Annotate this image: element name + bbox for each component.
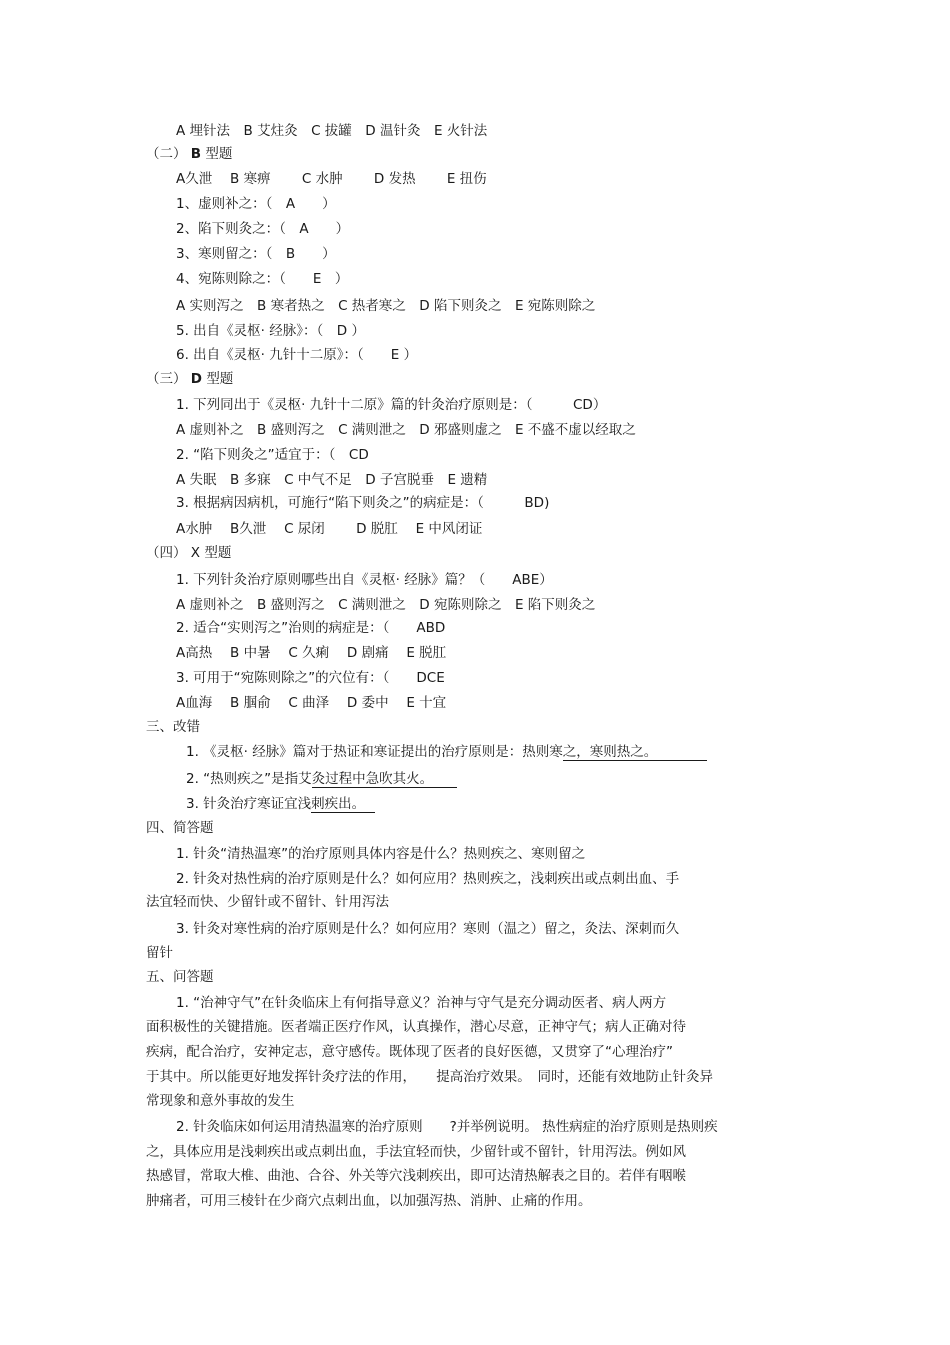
paragraph-line: 疾病，配合治疗，安神定志，意守感传。既体现了医者的良好医德，又贯穿了“心理治疗” xyxy=(146,1044,673,1060)
correction-text: 2. “热则疾之”是指艾 xyxy=(186,771,312,787)
answer-line: 法宜轻而快、少留针或不留针、针用泻法 xyxy=(146,894,389,910)
question-line: 2. “陷下则灸之”适宜于：（ CD xyxy=(176,447,369,463)
question-line: 1. 下列同出于《灵枢· 九针十二原》篇的针灸治疗原则是：（ CD） xyxy=(176,397,607,413)
option-line: A久泄 B 寒痹 C 水肿 D 发热 E 扭伤 xyxy=(176,171,487,187)
question-line: 2. 适合“实则泻之”治则的病症是：（ ABD xyxy=(176,620,446,636)
option-line: A 虚则补之 B 盛则泻之 C 满则泄之 D 宛陈则除之 E 陷下则灸之 xyxy=(176,597,596,613)
correction-line xyxy=(186,770,457,788)
paragraph-line: 常现象和意外事故的发生 xyxy=(146,1093,295,1109)
paragraph-line: 肿痛者，可用三棱针在少商穴点刺出血，以加强泻热、消肿、止痛的作用。 xyxy=(146,1193,592,1209)
correction-answer: 灸过程中急吹其火。 xyxy=(312,771,458,788)
paragraph-line: 热感冒，常取大椎、曲池、合谷、外关等穴浅刺疾出，即可达清热解表之目的。若伴有咽喉 xyxy=(146,1168,686,1184)
option-line: A血海 B 腘俞 C 曲泽 D 委中 E 十宜 xyxy=(176,695,447,711)
section-label: 型题 xyxy=(205,146,233,162)
answer-line: 2. 针灸对热性病的治疗原则是什么？如何应用？热则疾之，浅刺疾出或点刺出血、手 xyxy=(176,871,680,887)
option-line: A 虚则补之 B 盛则泻之 C 满则泄之 D 邪盛则虚之 E 不盛不虚以经取之 xyxy=(176,422,636,438)
section-heading: 五、问答题 xyxy=(146,969,214,985)
section-number: （三） xyxy=(146,371,187,387)
question-line: 3、寒则留之：（ B ） xyxy=(176,246,336,262)
section-heading xyxy=(146,370,233,388)
section-number: （二） xyxy=(146,146,187,162)
question-line: 4、宛陈则除之：（ E ） xyxy=(176,271,349,287)
answer-line: 1. 针灸“清热温寒”的治疗原则具体内容是什么？热则疾之、寒则留之 xyxy=(176,846,586,862)
paragraph-line: 1. “治神守气”在针灸临床上有何指导意义？治神与守气是充分调动医者、病人两方 xyxy=(176,995,667,1011)
option-line: A高热 B 中暑 C 久痢 D 剧痛 E 脱肛 xyxy=(176,645,447,661)
answer-line: 3. 针灸对寒性病的治疗原则是什么？如何应用？寒则（温之）留之，灸法、深刺而久 xyxy=(176,921,680,937)
correction-text: 1. 《灵枢· 经脉》篇对于热证和寒证提出的治疗原则是：热则寒 xyxy=(186,744,563,760)
section-type: D xyxy=(190,371,203,387)
option-line: A水肿 B久泄 C 尿闭 D 脱肛 E 中风闭证 xyxy=(176,521,483,537)
option-line: A 埋针法 B 艾炷灸 C 拔罐 D 温针灸 E 火针法 xyxy=(176,123,488,139)
section-type: B xyxy=(190,146,202,162)
correction-answer: 之，寒则热之。 xyxy=(563,744,708,761)
paragraph-line: 之，具体应用是浅刺疾出或点刺出血，手法宜轻而快，少留针或不留针，针用泻法。例如风 xyxy=(146,1144,686,1160)
question-line: 5. 出自《灵枢· 经脉》：（ D ） xyxy=(176,323,365,339)
question-line: 2、陷下则灸之：（ A ） xyxy=(176,221,350,237)
section-heading: 四、简答题 xyxy=(146,820,214,836)
correction-text: 3. 针灸治疗寒证宜浅 xyxy=(186,796,312,812)
answer-line: 留针 xyxy=(146,945,173,961)
question-line: 3. 根据病因病机，可施行“陷下则灸之”的病症是：（ BD) xyxy=(176,495,550,511)
option-line: A 失眠 B 多寐 C 中气不足 D 子宫脱垂 E 遗精 xyxy=(176,472,488,488)
paragraph-line: 2. 针灸临床如何运用清热温寒的治疗原则 ?并举例说明。 热性病症的治疗原则是热则疾 xyxy=(176,1119,718,1135)
correction-line xyxy=(186,795,375,813)
question-line: 3. 可用于“宛陈则除之”的穴位有：（ DCE xyxy=(176,670,445,686)
option-line: A 实则泻之 B 寒者热之 C 热者寒之 D 陷下则灸之 E 宛陈则除之 xyxy=(176,298,596,314)
question-line: 1、虚则补之：（ A ） xyxy=(176,196,336,212)
section-heading: （四） X 型题 xyxy=(146,545,232,561)
paragraph-line: 面积极性的关键措施。医者端正医疗作风，认真操作，潜心尽意，正神守气；病人正确对待 xyxy=(146,1019,686,1035)
section-heading xyxy=(146,145,232,163)
question-line: 1. 下列针灸治疗原则哪些出自《灵枢· 经脉》篇？（ ABE） xyxy=(176,572,553,588)
paragraph-line: 于其中。所以能更好地发挥针灸疗法的作用， 提高治疗效果。 同时，还能有效地防止针灸异 xyxy=(146,1069,713,1085)
section-heading: 三、改错 xyxy=(146,719,200,735)
correction-answer: 刺疾出。 xyxy=(311,796,375,813)
section-label: 型题 xyxy=(206,371,234,387)
question-line: 6. 出自《灵枢· 九针十二原》：（ E ） xyxy=(176,347,418,363)
correction-line xyxy=(186,743,707,761)
